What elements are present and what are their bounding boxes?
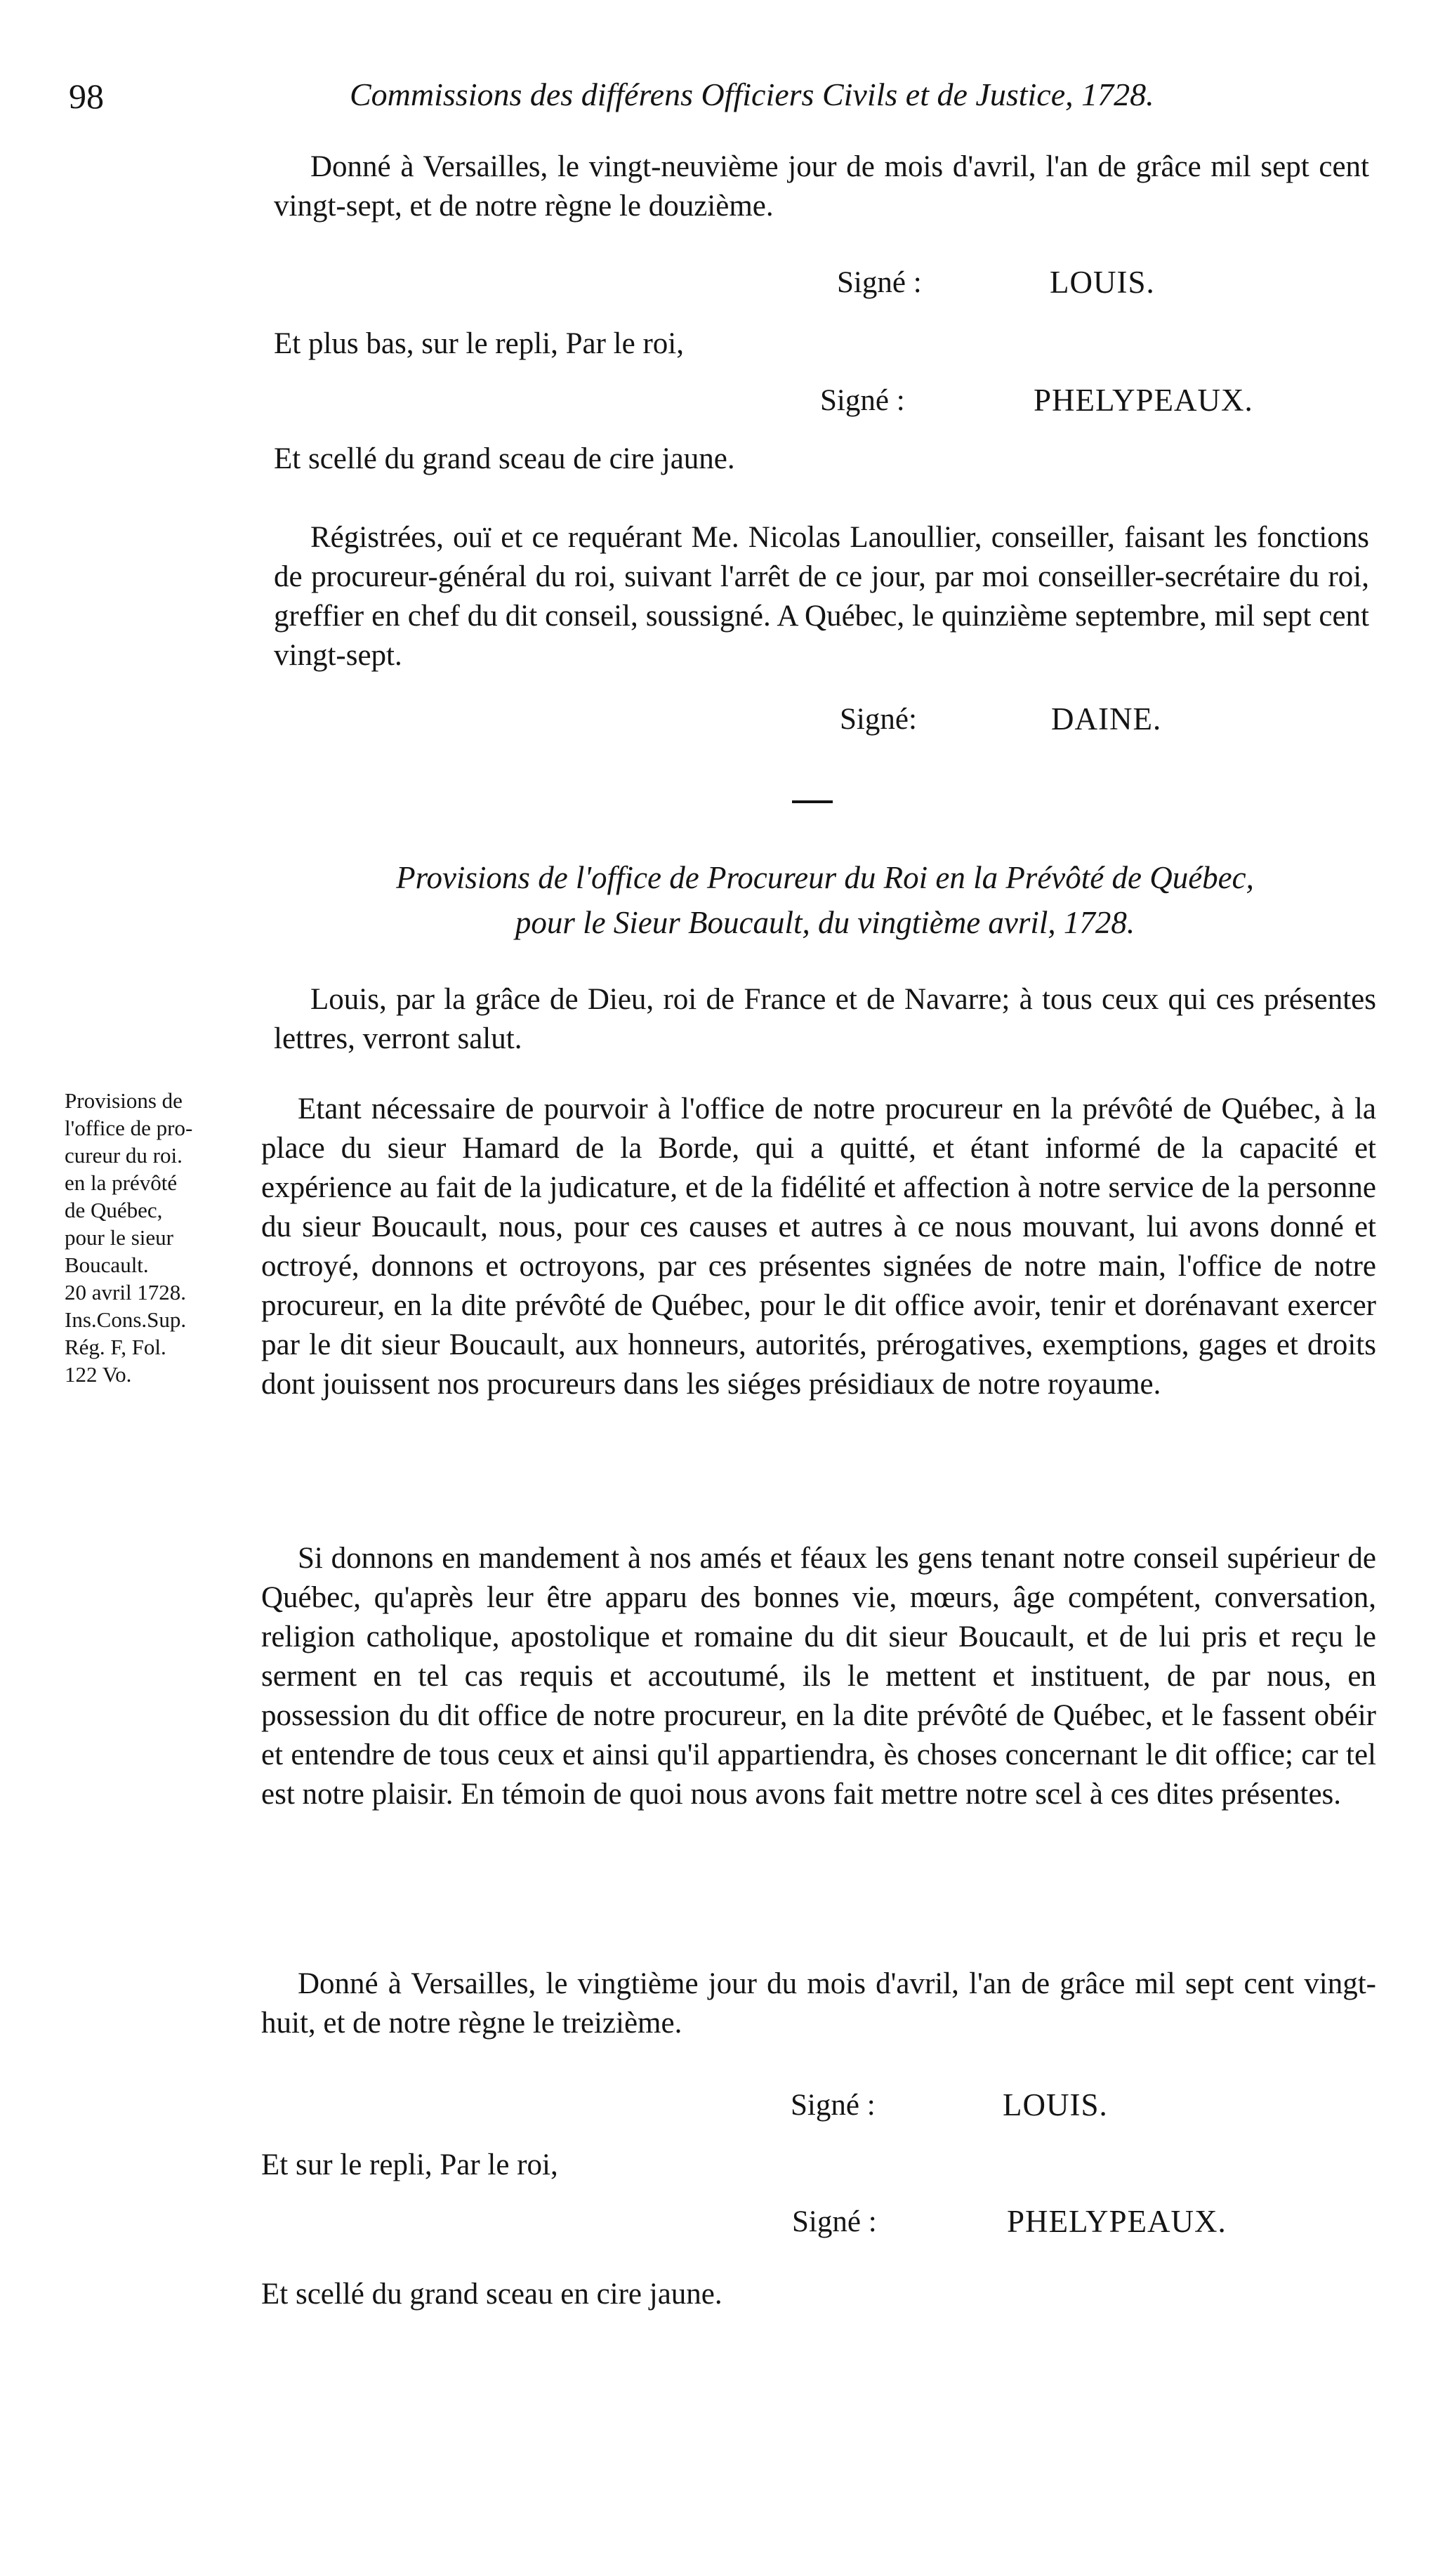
margin-note-line: en la prévôté: [65, 1170, 178, 1195]
doc1-signature-name-2: PHELYPEAUX.: [1034, 383, 1253, 418]
running-title: Commissions des différens Officiers Civils et de Justice, 1728.: [350, 77, 1154, 112]
doc1-signature-label-3: Signé:: [840, 703, 917, 736]
margin-note-line: Boucault.: [65, 1253, 149, 1277]
margin-note-line: Rég. F, Fol.: [65, 1335, 166, 1359]
doc1-signature-label-2: Signé :: [820, 384, 905, 417]
doc1-signature-name-1: LOUIS.: [1050, 265, 1155, 300]
doc2-signature-name-2: PHELYPEAUX.: [1007, 2204, 1227, 2239]
margin-note: [65, 1087, 258, 1388]
doc1-seal-line: Et scellé du grand sceau de cire jaune.: [274, 442, 735, 475]
doc2-salutation: Louis, par la grâce de Dieu, roi de France et de Navarre; à tous ceux qui ces présentes lettres, verront salut.: [274, 983, 1376, 1055]
doc1-date-paragraph: Donné à Versailles, le vingt-neuvième jour de mois d'avril, l'an de grâce mil sept cent vingt-sept, et de notre règne le douzième.: [274, 150, 1369, 223]
margin-note-line: pour le sieur: [65, 1225, 173, 1250]
doc2-signature-label-1: Signé :: [791, 2089, 876, 2122]
doc2-main-paragraph: Etant nécessaire de pourvoir à l'office de notre procureur en la prévôté de Québec, à la place du sieur Hamard de la Borde, qui a quitté, et étant informé de la capacité et expérience au fait de la judicature, et de la fidélité et affection à notre service de la personne du sieur Boucault, nous, pour ces causes et autres à ce nous mouvant, lui avons donné et octroyé, donnons et octroyons, par ces présentes signées de notre main, l'office de notre procureur, en la dite prévôté de Québec, pour le dit office avoir, tenir et dorénavant exercer par le dit sieur Boucault, aux honneurs, autorités, prérogatives, exemptions, gages et droits dont jouissent nos procureurs dans les siéges présidiaux de notre royaume.: [261, 1092, 1376, 1401]
doc2-title-line-2: pour le Sieur Boucault, du vingtième avril, 1728.: [515, 905, 1135, 940]
margin-note-line: de Québec,: [65, 1198, 163, 1222]
margin-note-line: Provisions de: [65, 1088, 183, 1113]
doc1-signature-name-3: DAINE.: [1051, 701, 1162, 737]
doc2-mandate-paragraph: Si donnons en mandement à nos amés et féaux les gens tenant notre conseil supérieur de Québec, qu'après leur être apparu des bonnes vie, mœurs, âge compétent, conversation, religion catholique, apostolique et romaine du dit sieur Boucault, et de lui pris et reçu le serment en tel cas requis et accoutumé, ils le mettent et instituent, de par nous, en possession du dit office de notre procureur, en la dite prévôté de Québec, et le fassent obéir et entendre de tous ceux et ainsi qu'il appartiendra, ès choses concernant le dit office; car tel est notre plaisir. En témoin de quoi nous avons fait mettre notre scel à ces dites présentes.: [261, 1542, 1376, 1811]
doc1-registration-paragraph: Régistrées, ouï et ce requérant Me. Nicolas Lanoullier, conseiller, faisant les fonctions de procureur-général du roi, suivant l'arrêt de ce jour, par moi conseiller-secrétaire du roi, greffier en chef du dit conseil, soussigné. A Québec, le quinzième septembre, mil sept cent vingt-sept.: [274, 521, 1369, 672]
margin-note-line: Ins.Cons.Sup.: [65, 1307, 187, 1332]
doc1-signature-label-1: Signé :: [837, 266, 922, 299]
margin-note-line: 20 avril 1728.: [65, 1280, 187, 1304]
section-divider: [792, 800, 833, 803]
doc2-countersign-intro: Et sur le repli, Par le roi,: [261, 2148, 558, 2181]
margin-note-line: l'office de pro-: [65, 1116, 193, 1140]
doc1-countersign-intro: Et plus bas, sur le repli, Par le roi,: [274, 327, 684, 360]
page-number: 98: [69, 77, 104, 116]
doc2-signature-name-1: LOUIS.: [1003, 2087, 1108, 2122]
doc2-title-line-1: Provisions de l'office de Procureur du Roi en la Prévôté de Québec,: [396, 860, 1254, 895]
doc2-signature-label-2: Signé :: [792, 2205, 877, 2238]
margin-note-line: 122 Vo.: [65, 1362, 132, 1387]
doc2-seal-line: Et scellé du grand sceau en cire jaune.: [261, 2278, 722, 2311]
doc2-date-paragraph: Donné à Versailles, le vingtième jour du mois d'avril, l'an de grâce mil sept cent vingt-huit, et de notre règne le treizième.: [261, 1967, 1376, 2040]
margin-note-line: cureur du roi.: [65, 1143, 183, 1168]
